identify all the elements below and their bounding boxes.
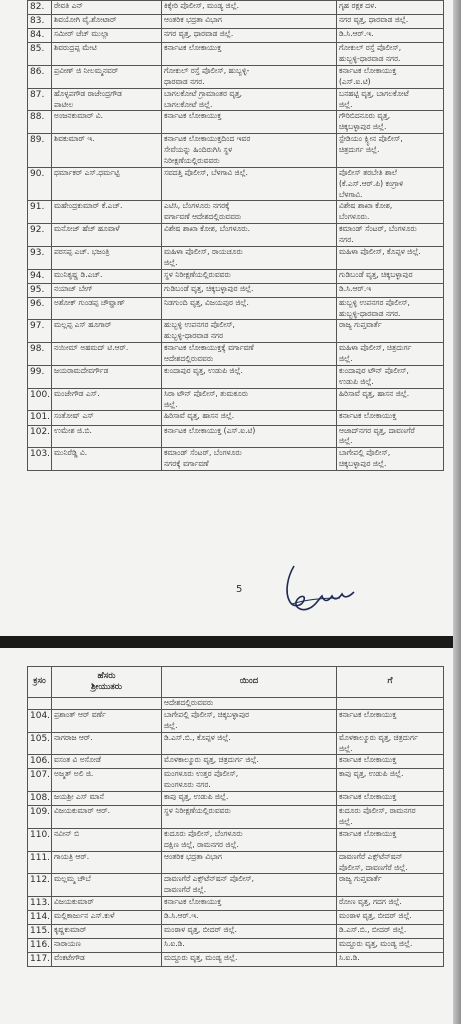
from-cell: ಬಾಗೇಪಲ್ಲಿ ಪೊಲೀಸ್, ಚಿಕ್ಕಬಳ್ಳಾಪುರ ಜಿಲ್ಲೆ. <box>162 709 337 732</box>
table-row <box>28 709 444 732</box>
table-row <box>28 201 444 224</box>
from-cell: ನಿಡಗುಂದಿ ವೃತ್ತ, ವಿಜಯಪುರ ಜಿಲ್ಲೆ. <box>162 297 337 320</box>
serial-no-cell: 113. <box>28 897 52 911</box>
to-cell: ಗೃಹ ರಕ್ಷಕ ದಳ. <box>337 1 444 15</box>
header-from: ಯಿಂದ <box>162 667 337 698</box>
serial-no-cell: 116. <box>28 939 52 953</box>
name-cell: ನಾರಾಯಣ <box>52 939 162 953</box>
to-cell: ಪೊಲೀಸ್ ತರಬೇತಿ ಶಾಲೆ (ಕೆ.ಎಸ್.ಆರ್.ಪಿ) ಕಂಗ್ರಾಳಿ ಬೆಳಗಾವಿ. <box>337 167 444 201</box>
from-cell: ಆಂತರಿಕ ಭದ್ರತಾ ವಿಭಾಗ <box>162 15 337 29</box>
table-row <box>28 755 444 769</box>
to-cell: ಸಿ.ಐ.ಡಿ. <box>337 953 444 967</box>
table-row <box>28 792 444 806</box>
continuation-text: ಆದೇಶದಲ್ಲಿರುವವರು <box>162 698 337 710</box>
name-cell: ಗಾಯತ್ರಿ ಆರ್. <box>52 851 162 874</box>
to-cell: ಡಿ.ಎಸ್.ಬಿ., ಬೀದರ್ ಜಿಲ್ಲೆ. <box>337 925 444 939</box>
to-cell: ಮೊಳಕಾಲ್ಮೂರು ವೃತ್ತ, ಚಿತ್ರದುರ್ಗ ಜಿಲ್ಲೆ. <box>337 732 444 755</box>
name-cell: ಪ್ರಶಾಂತ್ ಆರ್ ವರ್ಣೆ <box>52 709 162 732</box>
serial-no-cell: 96. <box>28 297 52 320</box>
name-cell: ಅಂಜನಕುಮಾರ್ ವಿ. <box>52 111 162 134</box>
from-cell: ಕಮಾಂಡ್ ಸೆಂಟರ್, ಬೆಂಗಳೂರು ನಗರಕ್ಕೆ ವರ್ಗಾವಣೆ <box>162 448 337 471</box>
from-cell: ಕಿಕ್ಕೇರಿ ಪೊಲೀಸ್, ಮಂಡ್ಯ ಜಿಲ್ಲೆ. <box>162 1 337 15</box>
from-cell: ಕುದೂರು ಪೊಲೀಸ್, ಬೆಂಗಳೂರು ದಕ್ಷಿಣ ಜಿಲ್ಲೆ, ರಾಮನಗರ ಜಿಲ್ಲೆ. <box>162 828 337 851</box>
name-cell: ಮಲ್ಲಿಕಾರ್ಜುನ ಎಸ್.ಕುಳೆ <box>52 911 162 925</box>
name-cell: ವೆಂಕಟೇಗೌಡ <box>52 953 162 967</box>
document-page-2 <box>0 648 461 1024</box>
name-cell: ನವೀನ್ ಬಿ <box>52 828 162 851</box>
table-row <box>28 167 444 201</box>
transfer-table-page-2 <box>27 666 444 967</box>
table-row <box>28 411 444 425</box>
page-break-divider <box>0 636 461 648</box>
serial-no-cell: 110. <box>28 828 52 851</box>
from-cell: ಎಟಿಸಿ, ಬೆಂಗಳೂರು ನಗರಕ್ಕೆ ವರ್ಗಾವಣೆ ಆದೇಶದಲ್ಲಿರುವವರು <box>162 201 337 224</box>
serial-no-cell: 98. <box>28 343 52 366</box>
name-cell: ನಯಾಜ್ ಬೇಗ್ <box>52 283 162 297</box>
serial-no-cell: 108. <box>28 792 52 806</box>
from-cell: ಮಂಠಾಳ ವೃತ್ತ, ಬೀದರ್ ಜಿಲ್ಲೆ. <box>162 925 337 939</box>
serial-no-cell: 91. <box>28 201 52 224</box>
to-cell: ಕರ್ನಾಟಕ ಲೋಕಾಯುಕ್ತ <box>337 411 444 425</box>
to-cell: ಕರ್ನಾಟಕ ಲೋಕಾಯುಕ್ತ <box>337 755 444 769</box>
to-cell: ಕಾಪು ವೃತ್ತ, ಉಡುಪಿ ಜಿಲ್ಲೆ. <box>337 769 444 792</box>
name-cell: ವಿಜಯಕುಮಾರ್ ಆರ್. <box>52 806 162 829</box>
serial-no-cell: 97. <box>28 320 52 343</box>
name-cell: ಪ್ರವೀಣ್ ಜಿ ನೀಲಮ್ಮನವರ್ <box>52 65 162 88</box>
name-cell: ಪರಸಪ್ಪ ಎಚ್. ಭಜಂತ್ರಿ <box>52 246 162 269</box>
name-cell: ಜಯಶ್ರೀ ಎಸ್ ಮಾನೆ <box>52 792 162 806</box>
continuation-row <box>28 698 444 710</box>
from-cell: ಮಹಿಳಾ ಪೊಲೀಸ್, ರಾಯಚೂರು ಜಿಲ್ಲೆ. <box>162 246 337 269</box>
from-cell: ನಗರ ವೃತ್ತ, ಧಾರವಾಡ ಜಿಲ್ಲೆ. <box>162 29 337 43</box>
from-cell: ಡಿ.ಸಿ.ಆರ್.ಇ. <box>162 911 337 925</box>
from-cell: ಕರ್ನಾಟಕ ಲೋಕಾಯುಕ್ತ <box>162 111 337 134</box>
table-row <box>28 269 444 283</box>
to-cell: ನಗರ ವೃತ್ತ, ಧಾರವಾಡ ಜಿಲ್ಲೆ. <box>337 15 444 29</box>
header-name: ಹೆಸರು ಶ್ರೀಯುತರು <box>52 667 162 698</box>
serial-no-cell: 103. <box>28 448 52 471</box>
serial-no-cell: 111. <box>28 851 52 874</box>
name-cell: ವಸಂತ ವಿ ಅಸೋಡೆ <box>52 755 162 769</box>
from-cell: ಸಿರಾ ಟೌನ್ ಪೊಲೀಸ್, ತುಮಕೂರು ಜಿಲ್ಲೆ. <box>162 388 337 411</box>
to-cell: ರಾಜ್ಯ ಗುಪ್ತವಾರ್ತೆ <box>337 320 444 343</box>
serial-no-cell: 104. <box>28 709 52 732</box>
name-cell: ಮಂಜೇಗೌಡ ಎಸ್. <box>52 388 162 411</box>
table-row <box>28 43 444 66</box>
to-cell: ಹಿರಿಸಾವೆ ವೃತ್ತ, ಹಾಸನ ಜಿಲ್ಲೆ. <box>337 388 444 411</box>
from-cell: ಗೋಕುಲ್ ರಸ್ತೆ ಪೊಲೀಸ್, ಹುಬ್ಬಳ್ಳಿ- ಧಾರವಾಡ ನಗರ. <box>162 65 337 88</box>
serial-no-cell: 102. <box>28 425 52 448</box>
from-cell: ಗುಡಿಬಂಡೆ ವೃತ್ತ, ಚಿಕ್ಕಬಳ್ಳಾಪುರ ಜಿಲ್ಲೆ. <box>162 283 337 297</box>
serial-no-cell: 93. <box>28 246 52 269</box>
serial-no-cell: 107. <box>28 769 52 792</box>
to-cell: ಮಂಠಾಳ ವೃತ್ತ, ಬೀದರ್ ಜಿಲ್ಲೆ. <box>337 911 444 925</box>
name-cell: ಉಮೇಶ ಜಿ.ಬಿ. <box>52 425 162 448</box>
header-serial-no: ಕ್ರಸಂ <box>28 667 52 698</box>
serial-no-cell: 84. <box>28 29 52 43</box>
table-row <box>28 343 444 366</box>
serial-no-cell: 95. <box>28 283 52 297</box>
table-row <box>28 925 444 939</box>
page-number: 5 <box>236 584 243 595</box>
table-row <box>28 111 444 134</box>
to-cell: ರಾಜ್ಯ ಗುಪ್ತವಾರ್ತೆ <box>337 874 444 897</box>
serial-no-cell: 85. <box>28 43 52 66</box>
table-row <box>28 15 444 29</box>
name-cell: ಸಮೀರ್ ಜೆಚ್ ಮುಲ್ಲಾ <box>52 29 162 43</box>
to-cell: ಕರ್ನಾಟಕ ಲೋಕಾಯುಕ್ತ (ಎಸ್.ಐ.ಟಿ) <box>337 65 444 88</box>
serial-no-cell: 109. <box>28 806 52 829</box>
scrollbar[interactable] <box>453 0 461 1024</box>
name-cell: ಮುನಿಕೃಷ್ಣ ಡಿ.ಎಚ್. <box>52 269 162 283</box>
serial-no-cell: 86. <box>28 65 52 88</box>
serial-no-cell: 117. <box>28 953 52 967</box>
from-cell: ಹುಬ್ಬಳ್ಳಿ ಉಪನಗರ ಪೊಲೀಸ್, ಹುಬ್ಬಳ್ಳಿ-ಧಾರವಾಡ ನಗರ <box>162 320 337 343</box>
from-cell: ಹಿರಿಸಾವೆ ವೃತ್ತ, ಹಾಸನ ಜಿಲ್ಲೆ. <box>162 411 337 425</box>
to-cell: ರೋಣ ವೃತ್ತ, ಗದಗ ಜಿಲ್ಲೆ. <box>337 897 444 911</box>
table-row <box>28 769 444 792</box>
name-cell: ಧರ್ಮಾಕರ್ ಎಸ್.ಧರ್ಮಟ್ಟಿ <box>52 167 162 201</box>
serial-no-cell: 101. <box>28 411 52 425</box>
from-cell: ಕಾಪು ವೃತ್ತ, ಉಡುಪಿ ಜಿಲ್ಲೆ. <box>162 792 337 806</box>
to-cell: ಮಹಿಳಾ ಪೊಲೀಸ್, ಕೊಪ್ಪಳ ಜಿಲ್ಲೆ. <box>337 246 444 269</box>
table-row <box>28 953 444 967</box>
table-row <box>28 246 444 269</box>
name-cell: ಜಯರಾಮದೇವರ್ಗೌಡ <box>52 365 162 388</box>
from-cell: ಕುಂದಾಪುರ ವೃತ್ತ, ಉಡುಪಿ ಜಿಲ್ಲೆ. <box>162 365 337 388</box>
name-cell: ಮಲ್ಲಪ್ಪ ಎಸ್ ಹೂಗಾರ್ <box>52 320 162 343</box>
table-row <box>28 448 444 471</box>
to-cell: ಕರ್ನಾಟಕ ಲೋಕಾಯುಕ್ತ <box>337 828 444 851</box>
from-cell: ಮದ್ದೂರು ವೃತ್ತ, ಮಂಡ್ಯ ಜಿಲ್ಲೆ. <box>162 953 337 967</box>
from-cell: ಮೊಳಕಾಲ್ಮೂರು ವೃತ್ತ, ಚಿತ್ರದುರ್ಗ ಜಿಲ್ಲೆ. <box>162 755 337 769</box>
from-cell: ಬಾಗಲಕೋಟೆ ಗ್ರಾಮಾಂತರ ವೃತ್ತ, ಬಾಗಲಕೋಟೆ ಜಿಲ್ಲೆ. <box>162 88 337 111</box>
name-cell: ಮನೋಜ್ ಹೆಚ್ ಹೂವಾಳೆ <box>52 224 162 247</box>
name-cell: ಅಜ್ಮತ್ ಅಲಿ ಜಿ. <box>52 769 162 792</box>
name-cell: ಶಿವಯೋಗಿ ವೈ.ಶೋಟಾರ್ <box>52 15 162 29</box>
name-cell: ನಾಗರಾಜ ಆರ್. <box>52 732 162 755</box>
table-row <box>28 388 444 411</box>
signature <box>280 562 360 618</box>
to-cell: ಡಿ.ಸಿ.ಆರ್.ಇ <box>337 283 444 297</box>
serial-no-cell: 99. <box>28 365 52 388</box>
table-row <box>28 365 444 388</box>
serial-no-cell: 114. <box>28 911 52 925</box>
table-row <box>28 897 444 911</box>
from-cell: ಕರ್ನಾಟಕ ಲೋಕಾಯುಕ್ತಕ್ಕೆ ವರ್ಗಾವಣೆ ಆದೇಶದಲ್ಲಿರುವವರು <box>162 343 337 366</box>
serial-no-cell: 89. <box>28 134 52 168</box>
table-header-row <box>28 667 444 698</box>
to-cell: ದಾವಣಗೆರೆ ಎಕ್ಸ್‌ಟೆನ್‌ಷನ್ ಪೊಲೀಸ್, ದಾವಣಗೆರೆ ಜಿಲ್ಲೆ. <box>337 851 444 874</box>
table-row <box>28 134 444 168</box>
name-cell: ನಯೀಮ್ ಅಹಮದ್ ಟಿ.ಆರ್. <box>52 343 162 366</box>
name-cell: ಮಹೇಂದ್ರಕುಮಾರ್ ಕೆ.ಎಚ್. <box>52 201 162 224</box>
serial-no-cell: 100. <box>28 388 52 411</box>
to-cell: ಗೌರಿಬಿದನೂರು ವೃತ್ತ, ಚಿಕ್ಕಬಳ್ಳಾಪುರ ಜಿಲ್ಲೆ. <box>337 111 444 134</box>
table-row <box>28 65 444 88</box>
to-cell: ಮದ್ದೂರು ವೃತ್ತ, ಮಂಡ್ಯ ಜಿಲ್ಲೆ. <box>337 939 444 953</box>
to-cell: ಕರ್ನಾಟಕ ಲೋಕಾಯುಕ್ತ <box>337 709 444 732</box>
from-cell: ಡಿ.ಎಸ್.ಬಿ., ಕೊಪ್ಪಳ ಜಿಲ್ಲೆ. <box>162 732 337 755</box>
serial-no-cell: 105. <box>28 732 52 755</box>
table-row <box>28 939 444 953</box>
table-row <box>28 1 444 15</box>
serial-no-cell: 83. <box>28 15 52 29</box>
name-cell: ಸಂತೋಷ್ ಎಸ್ <box>52 411 162 425</box>
table-row <box>28 851 444 874</box>
to-cell: ಕರ್ನಾಟಕ ಲೋಕಾಯುಕ್ತ <box>337 792 444 806</box>
name-cell: ಮಲ್ಲಮ್ಮ ಚೌಬೆ <box>52 874 162 897</box>
from-cell: ಕರ್ನಾಟಕ ಲೋಕಾಯುಕ್ತ <box>162 897 337 911</box>
from-cell: ದಾವಣಗೆರೆ ಎಕ್ಸ್‌ಟೆನ್‌ಷನ್ ಪೊಲೀಸ್, ದಾವಣಗೆರೆ ಜಿಲ್ಲೆ. <box>162 874 337 897</box>
name-cell: ರೇವತಿ ಎನ್ <box>52 1 162 15</box>
serial-no-cell: 112. <box>28 874 52 897</box>
name-cell: ಶಿವಕುಮಾರ್ ಇ. <box>52 134 162 168</box>
from-cell: ಮಂಗಳೂರು ಉತ್ತರ ಪೊಲೀಸ್, ಮಂಗಳೂರು ನಗರ. <box>162 769 337 792</box>
name-cell: ಅಶೋಕ್ ಗುಂಡಪ್ಪ ಚೌವ್ಹಾಣ್ <box>52 297 162 320</box>
table-row <box>28 29 444 43</box>
from-cell: ಸವದತ್ತಿ ಪೊಲೀಸ್, ಬೆಳಗಾವಿ ಜಿಲ್ಲೆ. <box>162 167 337 201</box>
to-cell: ಹುಬ್ಬಳ್ಳಿ ಉಪನಗರ ಪೊಲೀಸ್, ಹುಬ್ಬಳ್ಳಿ-ಧಾರವಾಡ ನಗರ. <box>337 297 444 320</box>
to-cell: ವಿಶೇಷ ಶಾಖಾ ಕೋಶ, ಬೆಂಗಳೂರು. <box>337 201 444 224</box>
from-cell: ಆಂತರಿಕ ಭದ್ರತಾ ವಿಭಾಗ <box>162 851 337 874</box>
table-row <box>28 320 444 343</box>
name-cell: ಶಿವರುದ್ರಪ್ಪ ಮೇಟಿ <box>52 43 162 66</box>
to-cell: ಸ್ಟೇಡಿಯಂ ಕ್ಸ್ಟೀನ ಪೊಲೀಸ್, ಚಿತ್ರದುರ್ಗ ಜಿಲ್ಲೆ. <box>337 134 444 168</box>
from-cell: ವಿಶೇಷ ಶಾಖಾ ಕೋಶ, ಬೆಂಗಳೂರು. <box>162 224 337 247</box>
serial-no-cell: 82. <box>28 1 52 15</box>
from-cell: ಕರ್ನಾಟಕ ಲೋಕಾಯುಕ್ತ (ಎಸ್.ಐ.ಟಿ) <box>162 425 337 448</box>
to-cell: ಕುದೂರು ಪೊಲೀಸ್, ರಾಮನಗರ ಜಿಲ್ಲೆ. <box>337 806 444 829</box>
name-cell: ಮುನಿರೆಡ್ಡಿ ವಿ. <box>52 448 162 471</box>
table-row <box>28 828 444 851</box>
serial-no-cell: 92. <box>28 224 52 247</box>
serial-no-cell: 88. <box>28 111 52 134</box>
to-cell: ಆಜಾದ್‌ನಗರ ವೃತ್ತ, ದಾವಣಗೆರೆ ಜಿಲ್ಲೆ. <box>337 425 444 448</box>
serial-no-cell: 115. <box>28 925 52 939</box>
to-cell: ಡಿ.ಸಿ.ಆರ್.ಇ. <box>337 29 444 43</box>
transfer-table-page-1 <box>27 0 444 471</box>
to-cell: ಬಾಗೇಪಲ್ಲಿ ಪೊಲೀಸ್, ಚಿಕ್ಕಬಳ್ಳಾಪುರ ಜಿಲ್ಲೆ. <box>337 448 444 471</box>
to-cell: ಕಮಾಂಡ್ ಸೆಂಟರ್, ಬೆಂಗಳೂರು ನಗರ. <box>337 224 444 247</box>
from-cell: ಕರ್ನಾಟಕ ಲೋಕಾಯುಕ್ತ <box>162 43 337 66</box>
table-row <box>28 874 444 897</box>
to-cell: ಮಹಿಳಾ ಪೊಲೀಸ್, ಚಿತ್ರದುರ್ಗ ಜಿಲ್ಲೆ. <box>337 343 444 366</box>
table-row <box>28 806 444 829</box>
to-cell: ಕುಂದಾಪುರ ಟೌನ್ ಪೊಲೀಸ್, ಉಡುಪಿ ಜಿಲ್ಲೆ. <box>337 365 444 388</box>
table-row <box>28 425 444 448</box>
name-cell: ವಿಜಯಕುಮಾರ್ <box>52 897 162 911</box>
table-row <box>28 283 444 297</box>
serial-no-cell: 106. <box>28 755 52 769</box>
from-cell: ಕರ್ನಾಟಕ ಲೋಕಾಯುಕ್ತದಿಂದ ಇವರ ಸೇವೆಯನ್ನು ಹಿಂದಿರುಗಿಸಿ ಸ್ಥಳ ನಿರೀಕ್ಷಣೆಯಲ್ಲಿರುವವರು <box>162 134 337 168</box>
to-cell: ಬನಹಟ್ಟಿ ವೃತ್ತ, ಬಾಗಲಕೋಟೆ ಜಿಲ್ಲೆ. <box>337 88 444 111</box>
to-cell: ಗುಡಿಬಂಡೆ ವೃತ್ತ, ಚಿಕ್ಕಬಳ್ಳಾಪುರ <box>337 269 444 283</box>
serial-no-cell: 90. <box>28 167 52 201</box>
name-cell: ಹೊಳ್ಳಪಗೌಡ ರಾಜೇಂದ್ರಗೌಡ ಪಾಟೀಲ <box>52 88 162 111</box>
from-cell: ಸ್ಥಳ ನಿರೀಕ್ಷಣೆಯಲ್ಲಿರುವವರು <box>162 806 337 829</box>
name-cell: ಕೃಷ್ಣಕುಮಾರ್ <box>52 925 162 939</box>
table-row <box>28 224 444 247</box>
to-cell: ಗೋಕುಲ್ ರಸ್ತೆ ಪೊಲೀಸ್, ಹುಬ್ಬಳ್ಳಿ-ಧಾರವಾಡ ನಗರ. <box>337 43 444 66</box>
from-cell: ಸ್ಥಳ ನಿರೀಕ್ಷಣೆಯಲ್ಲಿರುವವರು <box>162 269 337 283</box>
serial-no-cell: 87. <box>28 88 52 111</box>
table-row <box>28 88 444 111</box>
from-cell: ಸಿ.ಐ.ಡಿ. <box>162 939 337 953</box>
header-to: ಗೆ <box>337 667 444 698</box>
table-row <box>28 732 444 755</box>
serial-no-cell: 94. <box>28 269 52 283</box>
table-row <box>28 297 444 320</box>
table-row <box>28 911 444 925</box>
